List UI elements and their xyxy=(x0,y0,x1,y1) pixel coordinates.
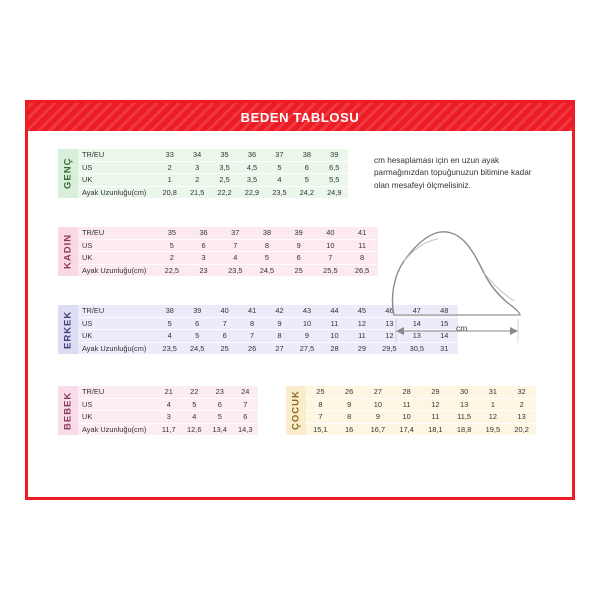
cell: 7 xyxy=(306,411,335,424)
row-head: UK xyxy=(78,330,156,343)
cell: 23,5 xyxy=(162,343,177,353)
cell: 4 xyxy=(182,411,208,424)
cell: 40 xyxy=(315,227,347,239)
cell: 24,5 xyxy=(189,343,205,353)
cell: 22,5 xyxy=(164,265,180,275)
cell: 3,5 xyxy=(238,174,265,187)
cell: 9 xyxy=(266,317,293,330)
cell: 20,2 xyxy=(514,424,529,434)
cell: 12 xyxy=(479,411,508,424)
cell: 4 xyxy=(266,174,293,187)
cell: 21 xyxy=(156,386,182,398)
cell: 11 xyxy=(421,411,450,424)
cell: 8 xyxy=(346,252,378,265)
cell: 6 xyxy=(283,252,315,265)
table-row xyxy=(78,227,378,239)
cell: 8 xyxy=(251,239,283,252)
cell: 11,7 xyxy=(161,424,176,434)
cell: 17,4 xyxy=(399,424,414,434)
cell: 8 xyxy=(306,398,335,411)
row-head: TR/EU xyxy=(78,227,156,239)
cell: 35 xyxy=(211,149,238,161)
cell: 25 xyxy=(294,265,303,275)
cell: 1 xyxy=(479,398,508,411)
cell: 12 xyxy=(376,330,403,343)
cell: 48 xyxy=(431,305,458,317)
table-label-bebek: BEBEK xyxy=(58,386,78,435)
table-row xyxy=(306,398,536,411)
cell: 7 xyxy=(238,330,265,343)
cell: 7 xyxy=(233,398,259,411)
cell: 6 xyxy=(188,239,220,252)
cell: 3,5 xyxy=(211,161,238,174)
cell: 8 xyxy=(266,330,293,343)
cell: 26,5 xyxy=(354,265,370,275)
cell: 41 xyxy=(238,305,265,317)
cell: 4 xyxy=(156,330,183,343)
cell: 27 xyxy=(275,343,284,353)
row-head: UK xyxy=(78,174,156,187)
table-row xyxy=(78,186,348,198)
cell: 31 xyxy=(479,386,508,398)
cell: 16 xyxy=(345,424,354,434)
table-label-cocuk: ÇOCUK xyxy=(286,386,306,435)
cell: 3 xyxy=(188,252,220,265)
cell: 15,1 xyxy=(313,424,328,434)
row-head: US xyxy=(78,161,156,174)
cell: 24,9 xyxy=(327,187,342,197)
cell: 10 xyxy=(392,411,421,424)
table-grid-genc xyxy=(78,149,348,198)
cell: 30,5 xyxy=(409,343,424,353)
table-block-bebek xyxy=(58,386,258,435)
cell: 22 xyxy=(182,386,208,398)
cell: 2 xyxy=(183,174,210,187)
cell: 20,8 xyxy=(162,187,177,197)
measurement-instructions: cm hesaplaması için en uzun ayak parmağınızdan topuğunuzun bitimine kadar olan mesafeyi ölçmelisiniz. xyxy=(374,156,532,190)
cell: 38 xyxy=(251,227,283,239)
cell: 12 xyxy=(421,398,450,411)
cell: 38 xyxy=(293,149,320,161)
cell: 25,5 xyxy=(323,265,338,275)
cell: 40 xyxy=(211,305,238,317)
cell: 9 xyxy=(283,239,315,252)
cell: 11,5 xyxy=(450,411,479,424)
cell: 6 xyxy=(211,330,238,343)
cell: 47 xyxy=(403,305,430,317)
cell: 33 xyxy=(156,149,183,161)
cell: 10 xyxy=(315,239,347,252)
cell: 23 xyxy=(199,265,208,275)
cell: 13 xyxy=(507,411,536,424)
cell: 23 xyxy=(207,386,233,398)
cell: 13 xyxy=(403,330,430,343)
table-row xyxy=(78,149,348,161)
cell: 9 xyxy=(293,330,320,343)
cell: 35 xyxy=(156,227,188,239)
cell: 22,2 xyxy=(217,187,232,197)
table-row xyxy=(78,161,348,174)
cell: 7 xyxy=(315,252,347,265)
cell: 26 xyxy=(247,343,257,353)
cell: 5 xyxy=(156,317,183,330)
cell: 14 xyxy=(431,330,458,343)
row-head: TR/EU xyxy=(78,305,156,317)
row-head: TR/EU xyxy=(78,386,156,398)
cell: 42 xyxy=(266,305,293,317)
cell: 14,3 xyxy=(238,424,253,434)
cell: 39 xyxy=(283,227,315,239)
page-title: BEDEN TABLOSU xyxy=(240,109,360,125)
cell: 14 xyxy=(403,317,430,330)
cell: 5 xyxy=(156,239,188,252)
cell: 26 xyxy=(335,386,364,398)
cell: 5 xyxy=(207,411,233,424)
cell: 27 xyxy=(364,386,393,398)
cell: 2,5 xyxy=(211,174,238,187)
row-head: TR/EU xyxy=(78,149,156,161)
cell: 6,5 xyxy=(321,161,348,174)
cell: 5 xyxy=(266,161,293,174)
cell: 37 xyxy=(266,149,293,161)
size-chart-card xyxy=(25,100,575,500)
cell: 7 xyxy=(219,239,251,252)
table-block-kadin xyxy=(58,227,378,276)
cell: 3 xyxy=(183,161,210,174)
table-grid-bebek xyxy=(78,386,258,435)
cell: 6 xyxy=(183,317,210,330)
cell: 8 xyxy=(238,317,265,330)
cell: 25 xyxy=(220,343,229,353)
cell: 12 xyxy=(348,317,375,330)
cell: 2 xyxy=(156,252,188,265)
cell: 29 xyxy=(357,343,367,353)
table-block-cocuk xyxy=(286,386,536,435)
cell: 31 xyxy=(440,343,449,353)
cell: 39 xyxy=(321,149,348,161)
cell: 5,5 xyxy=(321,174,348,187)
cm-measure-label: cm xyxy=(456,323,468,333)
cell: 23,5 xyxy=(228,265,243,275)
cell: 1 xyxy=(156,174,183,187)
cell: 27,5 xyxy=(299,343,315,353)
cell: 30 xyxy=(450,386,479,398)
cell: 36 xyxy=(188,227,220,239)
table-row xyxy=(78,174,348,187)
cell: 10 xyxy=(321,330,348,343)
table-row xyxy=(306,386,536,398)
cell: 5 xyxy=(183,330,210,343)
cell: 29 xyxy=(421,386,450,398)
table-row xyxy=(306,423,536,435)
cell: 9 xyxy=(335,398,364,411)
cell: 11 xyxy=(392,398,421,411)
cell: 24 xyxy=(233,386,259,398)
cell: 4 xyxy=(219,252,251,265)
cell: 10 xyxy=(364,398,393,411)
cell: 19,5 xyxy=(485,424,501,434)
table-block-genc xyxy=(58,149,348,198)
cell: 34 xyxy=(183,149,210,161)
cell: 16,7 xyxy=(370,424,386,434)
cell: 22,9 xyxy=(244,187,260,197)
cell: 4,5 xyxy=(238,161,265,174)
cell: 7 xyxy=(211,317,238,330)
cell: 11 xyxy=(321,317,348,330)
row-head: Ayak Uzunluğu(cm) xyxy=(82,343,147,353)
table-row xyxy=(78,264,378,276)
table-label-kadin: KADIN xyxy=(58,227,78,276)
title-bar xyxy=(28,103,572,131)
cell: 46 xyxy=(376,305,403,317)
cell: 6 xyxy=(233,411,259,424)
table-row xyxy=(78,239,378,252)
cell: 9 xyxy=(364,411,393,424)
cell: 13 xyxy=(376,317,403,330)
cell: 44 xyxy=(321,305,348,317)
cell: 12,6 xyxy=(187,424,202,434)
row-head: UK xyxy=(78,252,156,265)
cell: 13,4 xyxy=(212,424,227,434)
row-head: Ayak Uzunluğu(cm) xyxy=(82,187,147,197)
cell: 15 xyxy=(431,317,458,330)
cell: 18,8 xyxy=(456,424,472,434)
cell: 5 xyxy=(251,252,283,265)
cell: 5 xyxy=(293,174,320,187)
cell: 8 xyxy=(335,411,364,424)
cell: 24,5 xyxy=(259,265,275,275)
table-label-genc: GENÇ xyxy=(58,149,78,198)
cell: 2 xyxy=(156,161,183,174)
cell: 11 xyxy=(346,239,378,252)
table-row xyxy=(78,386,258,398)
cell: 28 xyxy=(330,343,339,353)
row-head: UK xyxy=(78,411,156,424)
cell: 2 xyxy=(507,398,536,411)
row-head: US xyxy=(78,239,156,252)
cell: 4 xyxy=(156,398,182,411)
cell: 36 xyxy=(238,149,265,161)
cell: 39 xyxy=(183,305,210,317)
row-head: Ayak Uzunluğu(cm) xyxy=(82,265,147,275)
table-row xyxy=(78,411,258,424)
cell: 41 xyxy=(346,227,378,239)
cell: 38 xyxy=(156,305,183,317)
cell: 13 xyxy=(450,398,479,411)
cell: 28 xyxy=(392,386,421,398)
table-grid-kadin xyxy=(78,227,378,276)
foot-illustration xyxy=(380,219,550,349)
row-head: Ayak Uzunluğu(cm) xyxy=(82,424,147,434)
cell: 21,5 xyxy=(189,187,205,197)
table-row xyxy=(78,252,378,265)
table-row xyxy=(78,398,258,411)
cell: 32 xyxy=(507,386,536,398)
table-row xyxy=(306,411,536,424)
cell: 25 xyxy=(306,386,335,398)
cell: 45 xyxy=(348,305,375,317)
cell: 43 xyxy=(293,305,320,317)
row-head: US xyxy=(78,398,156,411)
cell: 5 xyxy=(182,398,208,411)
cell: 11 xyxy=(348,330,375,343)
cell: 6 xyxy=(207,398,233,411)
cell: 10 xyxy=(293,317,320,330)
row-head: US xyxy=(78,317,156,330)
table-row xyxy=(78,423,258,435)
cell: 24,2 xyxy=(299,187,315,197)
table-label-erkek: ERKEK xyxy=(58,305,78,354)
cell: 6 xyxy=(293,161,320,174)
cell: 37 xyxy=(219,227,251,239)
cell: 3 xyxy=(156,411,182,424)
chart-body xyxy=(28,131,572,497)
cell: 18,1 xyxy=(428,424,443,434)
table-grid-cocuk xyxy=(306,386,536,435)
cell: 23,5 xyxy=(272,187,287,197)
cell: 29,5 xyxy=(382,343,397,353)
